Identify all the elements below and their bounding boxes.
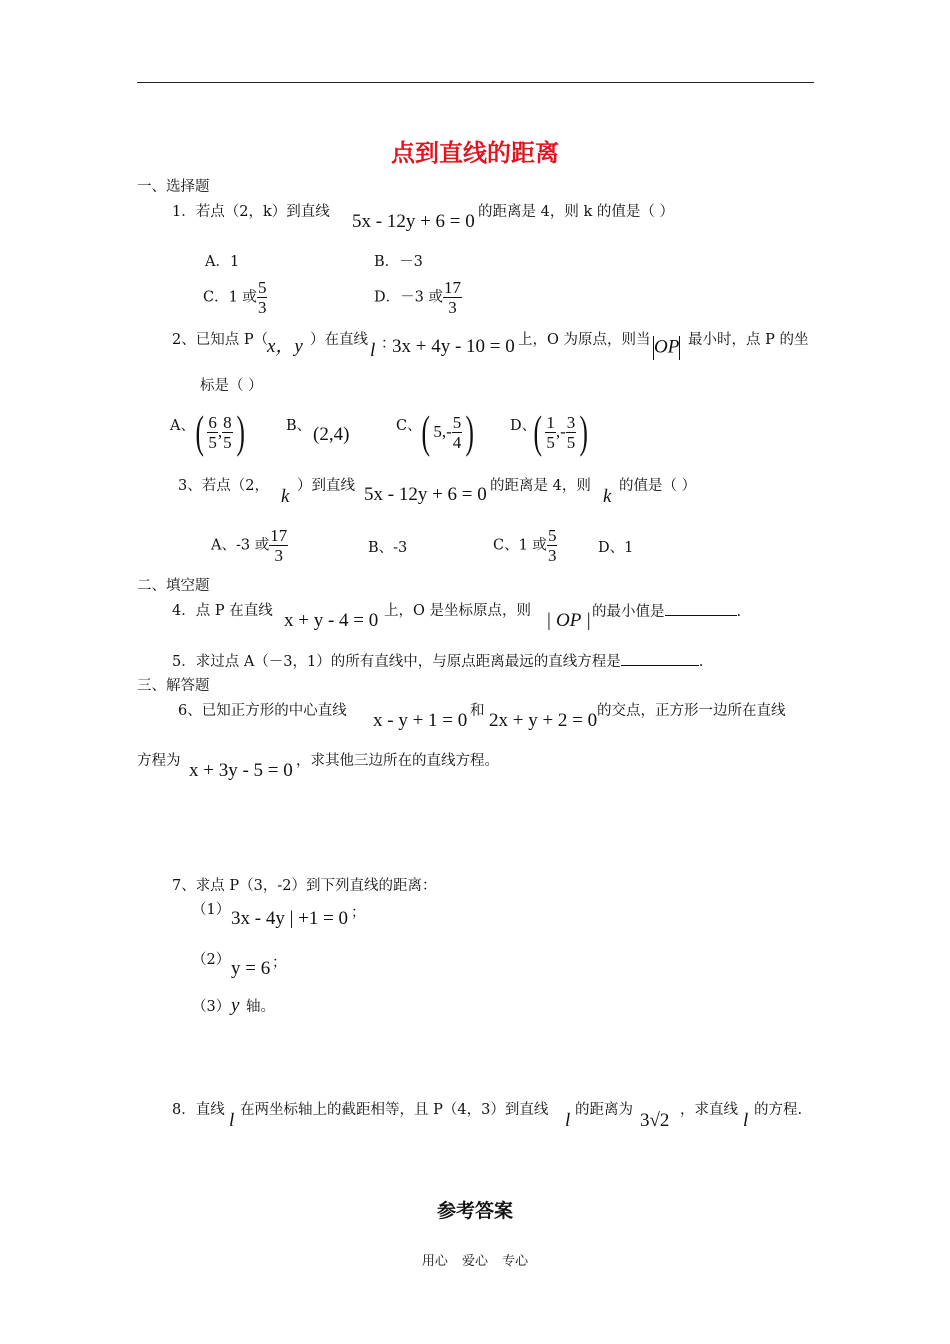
question-4-equation: x + y - 4 = 0 <box>284 610 379 631</box>
answer-heading: 参考答案 <box>436 1200 513 1222</box>
q3-k-2: k <box>603 486 612 507</box>
q2-option-b-label: B、 <box>286 418 312 434</box>
q4-text-min: 的最小值是 . <box>592 601 741 622</box>
fraction: $\frac{5}{3}$ <box>257 278 267 317</box>
q3-option-c: C、1 或 $\frac{5}{3}$ <box>493 526 557 565</box>
question-5-text: 5．求过点 A（－3，1）的所有直线中，与原点距离最远的直线方程是 . <box>172 651 703 672</box>
section-heading-solve: 三、解答题 <box>137 678 210 694</box>
question-4-text: 4．点 P 在直线 <box>172 603 273 619</box>
q1-option-a: A．1 <box>205 254 240 270</box>
q6-text-end: ，求其他三边所在的直线方程。 <box>296 753 499 769</box>
question-6-equation-1: x - y + 1 = 0 <box>373 710 468 731</box>
question-7-text: 7、求点 P（3，-2）到下列直线的距离： <box>172 878 437 894</box>
q7-part-1-label: （1） <box>192 902 231 918</box>
q6-text-eq: 方程为 <box>137 753 181 769</box>
q3-text-line: ）到直线 <box>297 478 355 494</box>
q7-equation-2: y = 6 <box>231 958 271 979</box>
q2-colon: ： <box>381 336 396 352</box>
q3-option-b: B、-3 <box>368 540 408 556</box>
question-2-text: 2、已知点 P（ <box>172 332 269 348</box>
q7-part-2-label: （2） <box>192 952 231 968</box>
q7-part-3-label: （3） <box>192 999 231 1015</box>
q3-text-end: 的值是（ ） <box>619 478 697 494</box>
q2-option-c-label: C、 <box>396 418 422 434</box>
q7-equation-1: 3x - 4y | +1 = 0 <box>231 908 349 929</box>
q7-semi-1: ； <box>351 905 366 921</box>
q2-point-xy: x，y <box>267 336 303 357</box>
q8-l-2: l <box>565 1110 571 1131</box>
q8-l-3: l <box>743 1110 749 1131</box>
question-6-text: 6、已知正方形的中心直线 <box>178 703 347 719</box>
fraction: $\frac{17}{3}$ <box>443 278 461 317</box>
answer-blank <box>621 651 699 666</box>
q4-text-origin: 上，O 是坐标原点，则 <box>384 603 531 619</box>
q1-option-b: B．－3 <box>374 254 423 270</box>
question-6-equation-3: x + 3y - 5 = 0 <box>189 760 293 781</box>
question-1-text-end: 的距离是 4，则 k 的值是（ ） <box>478 204 674 220</box>
q2-option-a: ( $\frac{6}{5}$ , $\frac{8}{5}$ ) <box>195 406 245 457</box>
q7-axis: 轴。 <box>246 999 275 1015</box>
q3-option-a: A、-3 或 $\frac{17}{3}$ <box>211 526 288 565</box>
q2-text-min: 最小时，点 P 的坐 <box>688 332 809 348</box>
q4-op-abs: | OP | <box>546 610 591 631</box>
question-1-text: 1．若点（2，k）到直线 <box>172 204 330 220</box>
question-1-equation: 5x - 12y + 6 = 0 <box>352 211 475 232</box>
q7-semi-2: ； <box>272 955 287 971</box>
page-footer: 用心 爱心 专心 <box>421 1254 529 1269</box>
header-rule <box>137 82 814 83</box>
q2-option-d-label: D、 <box>510 418 537 434</box>
q3-text-dist: 的距离是 4，则 <box>490 478 591 494</box>
q1-option-c: C．1 或 $\frac{5}{3}$ <box>203 278 267 317</box>
q2-option-b: (2,4) <box>313 424 350 445</box>
q2-option-c: ( 5,- $\frac{5}{4}$ ) <box>421 406 475 457</box>
q2-text-coord: 标是（ ） <box>200 378 263 394</box>
q2-line-name: l <box>370 340 376 361</box>
page-title: 点到直线的距离 <box>391 139 559 167</box>
q8-text-intercept: 在两坐标轴上的截距相等，且 P（4，3）到直线 <box>240 1102 549 1118</box>
q8-text-end: 的方程. <box>754 1102 803 1118</box>
q2-option-d: ( $\frac{1}{5}$ ,- $\frac{3}{5}$ ) <box>533 406 589 457</box>
q2-op-abs: OP <box>653 336 680 360</box>
q1-option-d: D．－3 或 $\frac{17}{3}$ <box>374 278 461 317</box>
question-3-text: 3、若点（2， <box>178 478 269 494</box>
q8-l-1: l <box>229 1110 235 1131</box>
q2-text-origin: 上，O 为原点，则当 <box>518 332 651 348</box>
q3-k: k <box>281 486 290 507</box>
section-heading-choice: 一、选择题 <box>137 179 210 195</box>
q6-and: 和 <box>470 703 485 719</box>
q3-option-d: D、1 <box>598 540 634 556</box>
q2-text-line: ）在直线 <box>310 332 368 348</box>
question-3-equation: 5x - 12y + 6 = 0 <box>364 484 487 505</box>
q2-option-a-label: A、 <box>170 418 195 434</box>
question-2-equation: 3x + 4y - 10 = 0 <box>392 336 515 357</box>
q6-text-square: 的交点，正方形一边所在直线 <box>597 703 786 719</box>
q7-y: y <box>231 995 240 1016</box>
question-6-equation-2: 2x + y + 2 = 0 <box>489 710 598 731</box>
answer-blank <box>665 601 737 616</box>
q8-text-dist: 的距离为 <box>575 1102 633 1118</box>
q8-text-find: ，求直线 <box>680 1102 738 1118</box>
q8-distance: 3√2 <box>640 1110 670 1131</box>
section-heading-fill: 二、填空题 <box>137 578 210 594</box>
question-8-text: 8．直线 <box>172 1102 225 1118</box>
